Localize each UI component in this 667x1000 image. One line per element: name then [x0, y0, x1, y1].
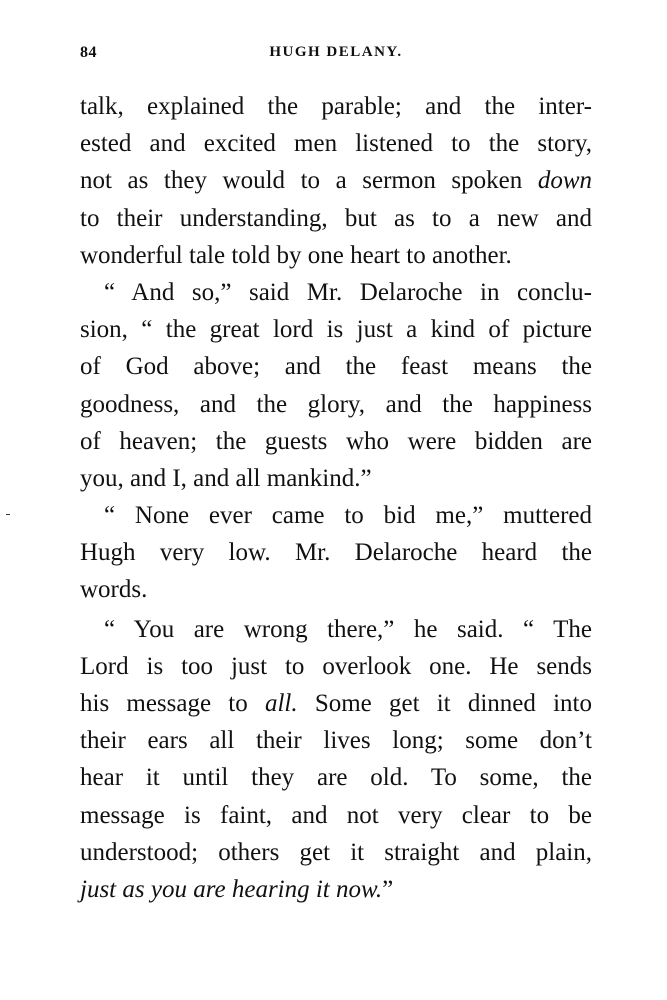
emphasis-text: all.: [264, 690, 298, 717]
text-line: “ And so,” said Mr. Delaroche in conclu-: [104, 278, 592, 306]
emphasis-text: just as you are hearing it now.: [80, 875, 383, 903]
text-line: goodness, and the glory, and the happiness: [80, 390, 592, 418]
text-line: their ears all their lives long; some don’t: [80, 727, 592, 755]
book-page: [80, 40, 592, 908]
text-run: his message to: [80, 690, 265, 717]
running-head: [80, 40, 592, 74]
text-run: Some get it dinned into: [297, 690, 592, 717]
text-run: not as they would to a sermon spoken: [80, 167, 538, 195]
text-line: Hugh very low. Mr. Delaroche heard the: [80, 539, 592, 567]
margin-mark: [6, 514, 10, 515]
text-line: sion, “ the great lord is just a kind of picture: [80, 316, 592, 344]
text-line: message is faint, and not very clear to be: [80, 801, 592, 829]
text-line: wonderful tale told by one heart to another.: [80, 241, 512, 269]
text-line: words.: [80, 576, 148, 604]
text-line: [80, 871, 592, 908]
body-text: [80, 88, 592, 908]
text-line: of heaven; the guests who were bidden are: [80, 427, 592, 455]
text-line: understood; others get it straight and plain,: [80, 838, 592, 866]
page-number: 84: [80, 44, 97, 61]
emphasis-text: down: [537, 167, 592, 195]
text-line: “ None ever came to bid me,” muttered: [104, 502, 592, 530]
text-line: talk, explained the parable; and the inter-: [80, 93, 592, 120]
text-line: to their understanding, but as to a new and: [80, 204, 592, 232]
text-line: “ You are wrong there,” he said. “ The: [104, 615, 592, 643]
text-line: [80, 162, 592, 199]
text-line: Lord is too just to overlook one. He sends: [80, 652, 592, 680]
text-line: you, and I, and all mankind.”: [80, 464, 372, 492]
running-title: HUGH DELANY.: [269, 44, 403, 60]
text-line: [80, 685, 592, 722]
text-line: hear it until they are old. To some, the: [80, 764, 592, 792]
text-run: ”: [382, 875, 394, 903]
text-line: ested and excited men listened to the story,: [80, 130, 592, 158]
text-line: of God above; and the feast means the: [80, 353, 592, 381]
